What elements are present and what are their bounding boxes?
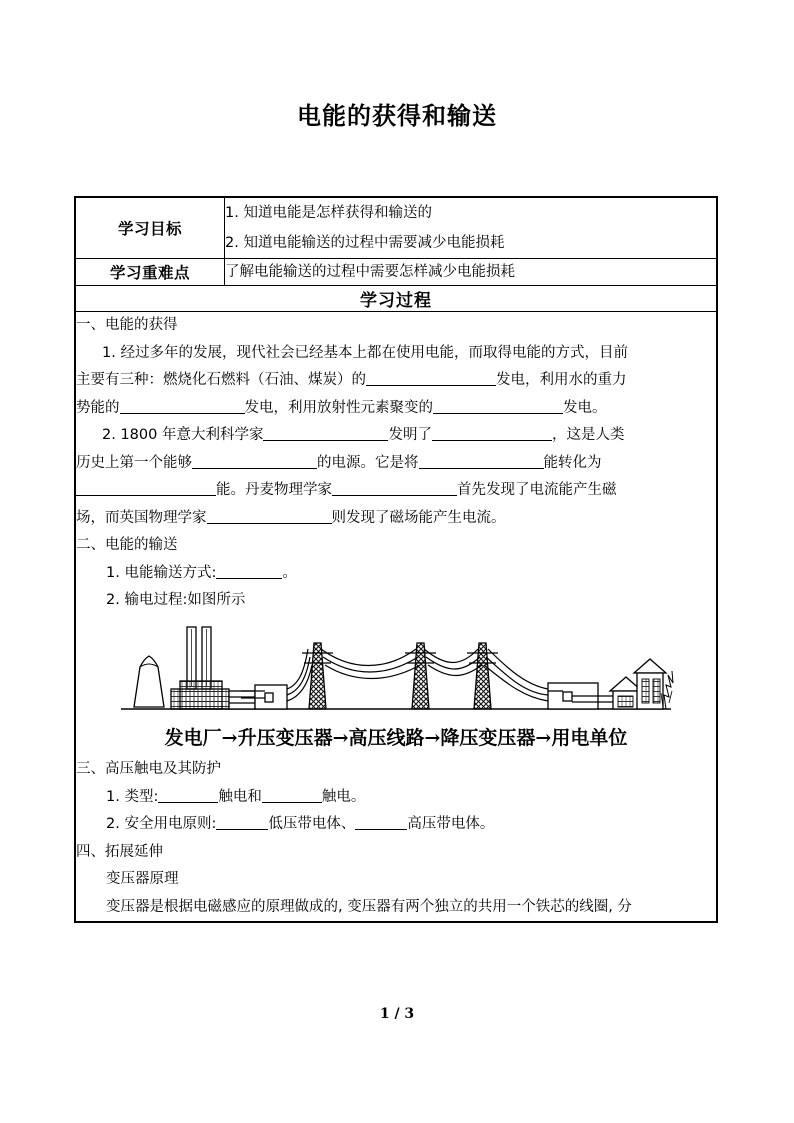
table-row-process-header bbox=[76, 286, 717, 312]
text-fragment: 主要有三种：燃烧化石燃料（石油、煤炭）的 bbox=[76, 372, 366, 388]
section2-item1 bbox=[76, 560, 716, 588]
text-fragment: 发电，利用放射性元素聚变的 bbox=[244, 399, 433, 416]
text-fragment: 场，而英国物理学家 bbox=[76, 509, 207, 526]
power-plant-building bbox=[171, 681, 255, 709]
section3-item2 bbox=[76, 811, 716, 839]
text-fragment: 势能的 bbox=[76, 399, 120, 416]
step-down-transformer bbox=[548, 683, 616, 709]
section1-paragraph1-line1: 1. 经过多年的发展，现代社会已经基本上都在使用电能，而取得电能的方式，目前 bbox=[102, 344, 628, 361]
fill-blank[interactable] bbox=[433, 398, 563, 414]
section1-paragraph2-line2 bbox=[76, 450, 716, 478]
cooling-tower bbox=[134, 656, 164, 707]
fill-blank[interactable] bbox=[355, 814, 407, 830]
power-transmission-diagram bbox=[76, 619, 716, 723]
fill-blank[interactable] bbox=[332, 480, 457, 496]
text-fragment: 2. 1800 年意大利科学家 bbox=[102, 427, 264, 443]
section1-heading: 一、电能的获得 bbox=[76, 317, 178, 333]
text-fragment: ，这是人类 bbox=[551, 427, 625, 443]
text-fragment: 发明了 bbox=[388, 427, 432, 443]
fill-blank[interactable] bbox=[366, 370, 496, 386]
text-fragment: 。 bbox=[282, 564, 297, 581]
table-row-key-points bbox=[76, 259, 717, 286]
text-fragment: 首先发现了电流能产生磁 bbox=[457, 482, 617, 498]
key-points-text: 了解电能输送的过程中需要怎样减少电能损耗 bbox=[225, 259, 717, 286]
section1-paragraph1-line3 bbox=[76, 395, 716, 423]
text-fragment: 触电。 bbox=[321, 788, 366, 805]
fill-blank[interactable] bbox=[419, 453, 544, 469]
objectives-cell bbox=[225, 198, 717, 259]
fill-blank[interactable] bbox=[207, 508, 332, 524]
key-points-label: 学习重难点 bbox=[76, 259, 225, 286]
section3-heading: 三、高压触电及其防护 bbox=[76, 761, 221, 777]
fill-blank[interactable] bbox=[216, 814, 268, 830]
section2-heading: 二、电能的输送 bbox=[76, 537, 178, 553]
chimney bbox=[187, 627, 211, 689]
section4-heading: 四、拓展延伸 bbox=[76, 843, 163, 860]
objective-item-1: 1. 知道电能是怎样获得和输送的 bbox=[225, 205, 432, 221]
objective-item-2: 2. 知道电能输送的过程中需要减少电能损耗 bbox=[225, 235, 505, 251]
section4-subheading: 变压器原理 bbox=[106, 871, 179, 887]
transmission-tower bbox=[467, 643, 498, 709]
section2-item2: 2. 输电过程:如图所示 bbox=[106, 592, 246, 608]
text-fragment: 的电源。它是将 bbox=[317, 454, 419, 471]
table-row-objectives bbox=[76, 198, 717, 259]
text-fragment: 高压带电体。 bbox=[407, 816, 495, 832]
fill-blank[interactable] bbox=[216, 563, 282, 579]
worksheet-table bbox=[74, 196, 718, 923]
transmission-tower bbox=[302, 643, 333, 709]
text-fragment: 能转化为 bbox=[543, 454, 602, 471]
page-number: 1 / 3 bbox=[379, 1006, 415, 1022]
houses bbox=[610, 659, 666, 709]
fill-blank[interactable] bbox=[432, 425, 552, 441]
text-fragment: 1. 电能输送方式: bbox=[106, 564, 217, 581]
text-fragment: 触电和 bbox=[218, 788, 262, 805]
text-fragment: 能。丹麦物理学家 bbox=[216, 482, 332, 498]
fill-blank[interactable] bbox=[120, 398, 245, 414]
section1-paragraph2-line3 bbox=[76, 477, 716, 505]
text-fragment: 2. 安全用电原则: bbox=[106, 816, 217, 832]
process-header: 学习过程 bbox=[76, 286, 717, 312]
fill-blank[interactable] bbox=[263, 425, 388, 441]
fill-blank[interactable] bbox=[158, 787, 218, 803]
section1-paragraph2-line1 bbox=[76, 422, 716, 450]
text-fragment: 1. 类型: bbox=[106, 788, 159, 805]
text-fragment: 则发现了磁场能产生电流。 bbox=[331, 509, 506, 526]
table-row-body bbox=[76, 312, 717, 922]
section1-paragraph2-line4 bbox=[76, 505, 716, 533]
text-fragment: 历史上第一个能够 bbox=[76, 454, 192, 471]
fill-blank[interactable] bbox=[76, 480, 216, 496]
section1-paragraph1-line2 bbox=[76, 367, 716, 395]
text-fragment: 低压带电体、 bbox=[268, 816, 356, 832]
fill-blank[interactable] bbox=[262, 787, 322, 803]
page-title: 电能的获得和输送 bbox=[297, 101, 497, 130]
figure-caption: 发电厂→升压变压器→高压线路→降压变压器→用电单位 bbox=[164, 726, 628, 749]
section3-item1 bbox=[76, 784, 716, 812]
text-fragment: 发电。 bbox=[563, 399, 607, 416]
fill-blank[interactable] bbox=[192, 453, 317, 469]
power-transmission-svg bbox=[116, 619, 676, 723]
text-fragment: 发电，利用水的重力 bbox=[496, 372, 627, 388]
worksheet-body bbox=[76, 312, 717, 922]
objectives-label: 学习目标 bbox=[76, 198, 225, 259]
section4-text: 变压器是根据电磁感应的原理做成的, 变压器有两个独立的共用一个铁芯的线圈, 分 bbox=[106, 898, 632, 915]
